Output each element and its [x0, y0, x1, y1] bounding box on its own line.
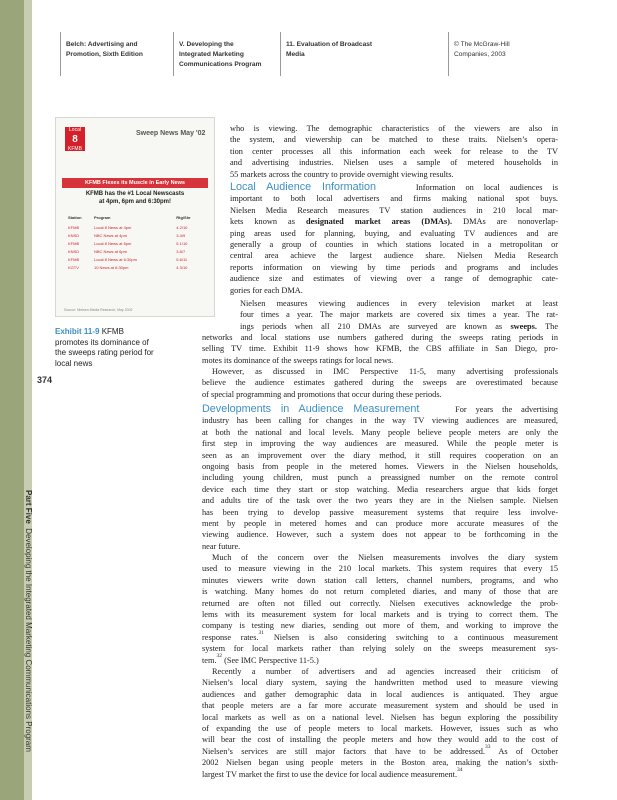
table-header: Program — [94, 215, 111, 220]
section-heading-developments: Developments in Audience Measurement — [202, 403, 420, 415]
footnote-ref: 34 — [457, 766, 463, 773]
table-row: KFMB Local 8 News at 4pm 4.2/10 — [68, 224, 188, 230]
kfmb-logo: Local 8 KFMB — [65, 127, 85, 151]
ad-banner: KFMB Flexes its Muscle in Early News — [62, 178, 208, 188]
section-heading-local-audience: Local Audience Information — [230, 181, 377, 193]
part-title: Developing the Integrated Marketing Communications Program — [24, 528, 33, 752]
paragraph-intro: who is viewing. The demographic characteristics of the viewers are also in the system, and viewership can be matched to these traits. Nielsen’s opera- tion center processes all this information each week for release to the TV and advertising industries. Nielsen uses a sample of metered households in 55 markets across the country to provide overnight viewing results. — [230, 124, 558, 179]
table-row: KGTV 10 News at 6:30pm 4.3/10 — [68, 264, 188, 270]
header-rule — [448, 32, 449, 76]
paragraph-diary-system: Much of the concern over the Nielsen measurements involves the diary system used to measure viewing in the 210 local markets. This system requires that every 15 minutes viewers write down station call letters, channel numbers, programs, and who is watching. Many homes do not return completed diaries, and many of those that are returned are often not filled out correctly. Nielsen executives acknowledge the prob- lems with its measurement system for local markets and is trying to correct them. The company is testing new diaries, sending out more of them, and working to improve the response rates.$^{31}$ Nielsen is also considering switching to a continuous measurement system for local markets rather than relying solely on the sweeps measurement sys- tem.$^{32}$ (See IMC Perspective 11-5.) — [202, 553, 558, 665]
table-row: KNSD NBC News at 4pm 3.4/9 — [68, 232, 186, 238]
sidebar-band — [0, 0, 24, 800]
table-row: KFMB Local 8 News at 6pm 5.1/10 — [68, 240, 188, 246]
exhibit-caption: Exhibit 11-9 KFMB promotes its dominance of the sweeps rating period for local news — [55, 327, 154, 368]
header-copyright: © The McGraw-Hill Companies, 2003 — [454, 41, 510, 58]
paragraph-imc-perspective: However, as discussed in IMC Perspective 11-5, many advertising professionals believe the audience estimates gathered during the sweeps are overestimated because of special programming and promotions that occur during these periods. — [202, 367, 558, 399]
header-part: V. Developing the Integrated Marketing Communications Program — [179, 41, 262, 68]
exhibit-ad-image — [55, 117, 215, 317]
header-rule — [173, 32, 174, 76]
part-label: Part Five — [24, 490, 33, 524]
header-rule — [60, 32, 61, 76]
footnote-ref: 32 — [216, 652, 223, 659]
header-book-title: Belch: Advertising and Promotion, Sixth Edition — [66, 41, 143, 58]
header-rule — [280, 32, 281, 76]
paragraph-sweeps-b: networks and local stations use numbers gathered during the sweeps rating periods in selling TV time. Exhibit 11-9 shows how KFMB, the CBS affiliate in San Diego, pro- motes its dominance of the sweeps ratings for local news. — [202, 333, 558, 365]
ad-footnote: Source: Nielsen Media Research, May 2002 — [64, 308, 133, 312]
table-header: Station — [68, 215, 82, 220]
section-developments: Developments in Audience Measurement For years the advertising industry has been calling for changes in the way TV viewing audiences are measured, at both the national and local levels. Many people believe people meters are only the first step in improving the way audiences are measured. While the people meter is seen as an improvement over the diary method, it still requires cooperation on an ongoing basis from people in the metered homes. Viewers in the Nielsen households, including young children, must punch a preassigned number on the remote control device each time they start or stop watching. Media researchers argue that kids forget and adults tire of the task over the two years they are in the Nielsen sample. Nielsen has been trying to develop passive measurement systems that require less involve- ment by people in metered homes and can produce more accurate measures of the viewing audience. However, such a system does not appear to be forthcoming in the near future. — [202, 403, 559, 551]
ad-tagline: Sweep News May '02 — [136, 130, 206, 137]
table-row: KFMB Local 8 News at 6:30pm 5.6/11 — [68, 256, 188, 262]
header-chapter: 11. Evaluation of Broadcast Media — [286, 41, 373, 58]
table-header: Rtg/Shr — [176, 215, 191, 220]
ad-headline: KFMB has the #1 Local Newscasts at 4pm, 6pm and 6:30pm! — [85, 191, 185, 205]
footnote-ref: 31 — [258, 629, 265, 636]
paragraph-sweeps-a: Nielsen measures viewing audiences in every television market at least four times a year. The major markets are covered six times a year. The rat- ings periods when all 210 DMAs are surveyed are known as sweeps. The — [240, 299, 559, 331]
ad-ratings-table — [68, 215, 204, 271]
page-number: 374 — [37, 375, 53, 385]
section-local-audience: Local Audience Information Information on local audiences is important to both local advertisers and firms making national spot buys. Nielsen Media Research measures TV station audiences in 210 local mar- kets known as designated market areas (DMAs). DMAs are nonoverlap- ping areas used for planning, buying, and evaluating TV audiences and are generally a group of counties in which stations located in a metropolitan or central area achieve the largest audience share. Nielsen Media Research reports information on viewing by time periods and programs and includes audience size and estimates of viewing over a range of demographic cate- gories for each DMA. — [230, 181, 559, 295]
table-row: KNSD NBC News at 6pm 3.8/7 — [68, 248, 186, 254]
exhibit-label: Exhibit 11-9 — [55, 327, 100, 336]
footnote-ref: 33 — [484, 743, 491, 750]
paragraph-people-meters: Recently a number of advertisers and ad agencies increased their criticism of Nielsen’s local diary system, saying the handwritten method used to measure viewing audiences and gather demographic data in local audiences is antiquated. They argue that people meters are a far more accurate measurement system and should be used in local markets as well as on a national level. Nielsen has begun exploring the possibility of expanding the use of people meters to local markets. However, issues such as who will bear the cost of installing the people meters and how they would add to the cost of Nielsen’s services are still major factors that have to be addressed.$^{33}$ As of October 2002 Nielsen began using people meters in the Boston area, making the nation’s sixth- largest TV market the first to use the device for local audience measurement.$^{34}$ — [202, 667, 558, 779]
